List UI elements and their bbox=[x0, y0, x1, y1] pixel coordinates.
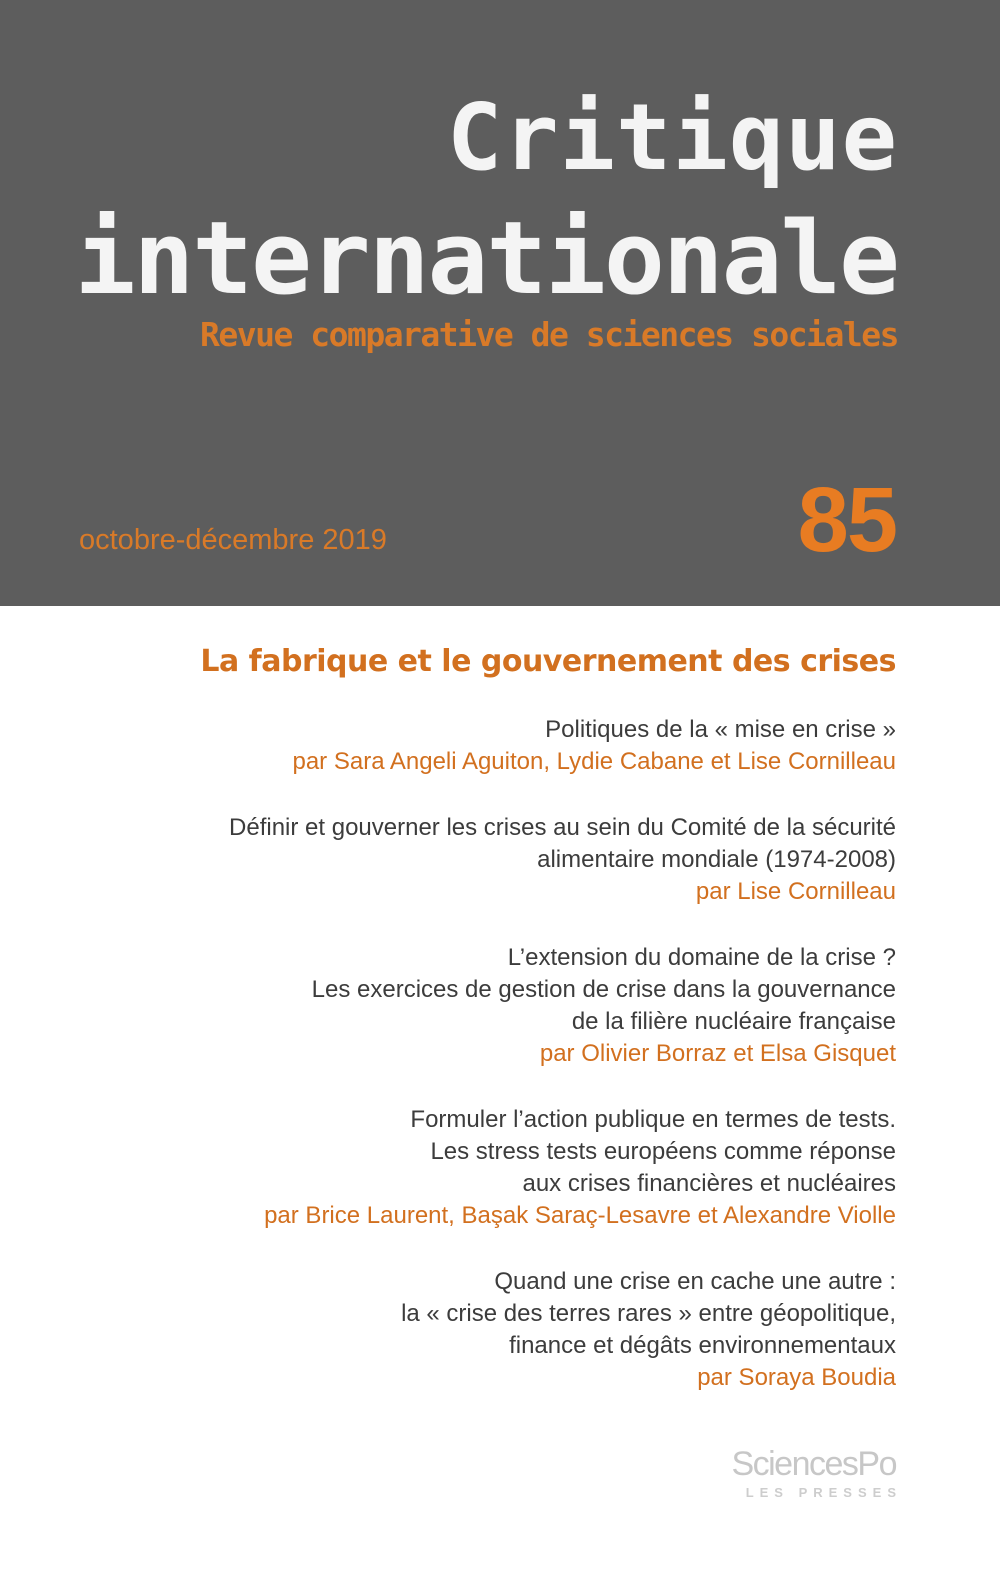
article-entry-1 bbox=[96, 714, 896, 778]
article-author: par Sara Angeli Aguiton, Lydie Cabane et Lise Cornilleau bbox=[292, 748, 896, 775]
article-title: Quand une crise en cache une autre : la « crise des terres rares » entre géopolitique, finance et dégâts environnementaux bbox=[401, 1268, 896, 1359]
journal-title-line-1: Critique bbox=[446, 84, 898, 191]
publisher-logo bbox=[731, 1445, 902, 1500]
article-title: L’extension du domaine de la crise ? Les exercices de gestion de crise dans la gouvernance de la filière nucléaire française bbox=[311, 944, 896, 1035]
article-author: par Brice Laurent, Başak Saraç-Lesavre et Alexandre Violle bbox=[264, 1202, 896, 1229]
dossier-title: La fabrique et le gouvernement des crises bbox=[200, 644, 896, 679]
cover-header bbox=[0, 0, 1000, 606]
article-author: par Olivier Borraz et Elsa Gisquet bbox=[539, 1040, 896, 1067]
table-of-contents bbox=[96, 714, 896, 1428]
article-author: par Lise Cornilleau bbox=[695, 878, 896, 905]
publisher-name: SciencesPo bbox=[731, 1445, 896, 1483]
article-title: Définir et gouverner les crises au sein du Comité de la sécurité alimentaire mondiale (1974-2008) bbox=[229, 814, 896, 873]
publisher-subtitle: LES PRESSES bbox=[745, 1485, 902, 1500]
journal-subtitle: Revue comparative de sciences sociales bbox=[200, 315, 898, 354]
article-title: Politiques de la « mise en crise » bbox=[545, 716, 896, 743]
journal-title-line-2: internationale bbox=[74, 199, 898, 317]
article-title: Formuler l’action publique en termes de tests. Les stress tests européens comme réponse aux crises financières et nucléaires bbox=[410, 1106, 896, 1197]
article-entry-4 bbox=[96, 1104, 896, 1232]
issue-number: 85 bbox=[797, 469, 896, 571]
article-entry-3 bbox=[96, 942, 896, 1070]
article-entry-5 bbox=[96, 1266, 896, 1394]
article-entry-2 bbox=[96, 812, 896, 908]
issue-date: octobre-décembre 2019 bbox=[79, 524, 387, 556]
article-author: par Soraya Boudia bbox=[697, 1364, 896, 1391]
